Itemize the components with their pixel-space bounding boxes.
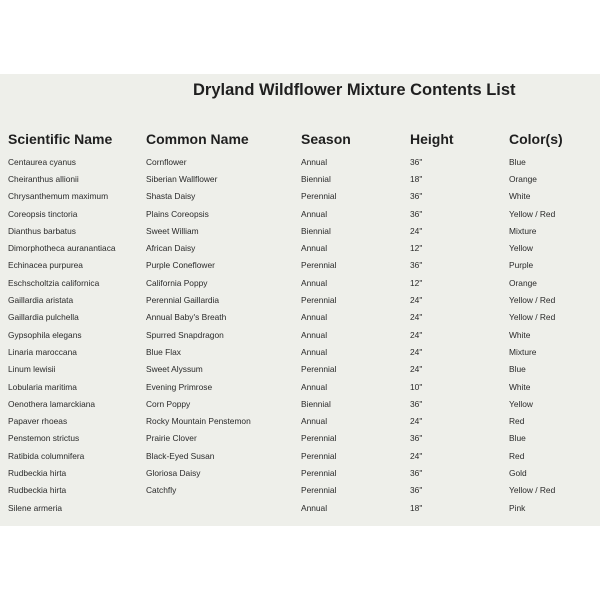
height-cell: 24" (410, 364, 423, 375)
season-cell: Perennial (301, 295, 337, 306)
header-height: Height (410, 131, 454, 147)
height-cell: 36" (410, 208, 423, 219)
scientific-name-cell: Oenothera lamarckiana (8, 398, 96, 409)
height-cell: 36" (410, 433, 423, 444)
colors-cell: Blue (509, 364, 526, 375)
season-cell: Perennial (301, 260, 337, 271)
height-cell: 18" (410, 502, 423, 513)
table-row (0, 378, 600, 395)
colors-cell: Yellow (509, 398, 533, 409)
scientific-name-cell: Linaria maroccana (8, 346, 77, 357)
table-row (0, 464, 600, 481)
height-cell: 24" (410, 416, 423, 427)
height-cell: 24" (410, 329, 423, 340)
season-cell: Annual (301, 312, 328, 323)
common-name-cell: Evening Primrose (146, 381, 213, 392)
height-cell: 10" (410, 381, 423, 392)
common-name-cell: Spurred Snapdragon (146, 329, 224, 340)
common-name-cell: Rocky Mountain Penstemon (146, 416, 251, 427)
season-cell: Annual (301, 156, 328, 167)
height-cell: 36" (410, 260, 423, 271)
colors-cell: Purple (509, 260, 534, 271)
colors-cell: White (509, 191, 531, 202)
common-name-cell: Cornflower (146, 156, 187, 167)
table-row (0, 257, 600, 274)
table-row (0, 430, 600, 447)
common-name-cell: Blue Flax (146, 346, 181, 357)
scientific-name-cell: Cheiranthus allionii (8, 173, 79, 184)
header-season: Season (301, 131, 351, 147)
table-row (0, 153, 600, 170)
height-cell: 36" (410, 191, 423, 202)
scientific-name-cell: Papaver rhoeas (8, 416, 68, 427)
season-cell: Annual (301, 381, 328, 392)
scientific-name-cell: Lobularia maritima (8, 381, 77, 392)
common-name-cell: Corn Poppy (146, 398, 191, 409)
scientific-name-cell: Linum lewisii (8, 364, 56, 375)
table-row (0, 205, 600, 222)
table-row (0, 239, 600, 256)
colors-cell: Yellow / Red (509, 485, 556, 496)
colors-cell: Blue (509, 433, 526, 444)
common-name-cell: Gloriosa Daisy (146, 467, 201, 478)
table-body (0, 153, 600, 516)
height-cell: 36" (410, 485, 423, 496)
table-row (0, 188, 600, 205)
scientific-name-cell: Dimorphotheca auranantiaca (8, 243, 116, 254)
season-cell: Annual (301, 416, 328, 427)
colors-cell: Blue (509, 156, 526, 167)
scientific-name-cell: Rudbeckia hirta (8, 467, 67, 478)
season-cell: Perennial (301, 433, 337, 444)
scientific-name-cell: Gaillardia aristata (8, 295, 74, 306)
common-name-cell: Catchfly (146, 485, 177, 496)
season-cell: Perennial (301, 485, 337, 496)
table-row (0, 274, 600, 291)
colors-cell: Red (509, 450, 525, 461)
season-cell: Annual (301, 329, 328, 340)
season-cell: Annual (301, 243, 328, 254)
common-name-cell: Annual Baby's Breath (146, 312, 227, 323)
scientific-name-cell: Dianthus barbatus (8, 225, 76, 236)
season-cell: Perennial (301, 467, 337, 478)
page-title: Dryland Wildflower Mixture Contents List (193, 81, 516, 99)
common-name-cell: Perennial Gaillardia (146, 295, 220, 306)
table-row (0, 222, 600, 239)
height-cell: 12" (410, 277, 423, 288)
colors-cell: Pink (509, 502, 526, 513)
common-name-cell (146, 499, 301, 516)
colors-cell: Orange (509, 277, 537, 288)
scientific-name-cell: Ratibida columnifera (8, 450, 85, 461)
common-name-cell: Shasta Daisy (146, 191, 196, 202)
season-cell: Biennial (301, 225, 331, 236)
height-cell: 12" (410, 243, 423, 254)
scientific-name-cell: Silene armeria (8, 502, 62, 513)
height-cell: 18" (410, 173, 423, 184)
colors-cell: Mixture (509, 346, 537, 357)
colors-cell: Red (509, 416, 525, 427)
season-cell: Annual (301, 277, 328, 288)
table-row (0, 170, 600, 187)
table-row (0, 482, 600, 499)
height-cell: 24" (410, 295, 423, 306)
colors-cell: Yellow / Red (509, 295, 556, 306)
common-name-cell: Black-Eyed Susan (146, 450, 215, 461)
table-row (0, 291, 600, 308)
height-cell: 36" (410, 398, 423, 409)
height-cell: 36" (410, 156, 423, 167)
colors-cell: Gold (509, 467, 527, 478)
colors-cell: Yellow / Red (509, 208, 556, 219)
common-name-cell: Sweet William (146, 225, 199, 236)
common-name-cell: Sweet Alyssum (146, 364, 203, 375)
common-name-cell: Plains Coreopsis (146, 208, 209, 219)
season-cell: Biennial (301, 398, 331, 409)
season-cell: Perennial (301, 450, 337, 461)
table-header-row (0, 125, 600, 153)
height-cell: 24" (410, 346, 423, 357)
table-row (0, 343, 600, 360)
season-cell: Annual (301, 208, 328, 219)
colors-cell: Mixture (509, 225, 537, 236)
header-common-name: Common Name (146, 131, 249, 147)
colors-cell: Yellow / Red (509, 312, 556, 323)
scientific-name-cell: Echinacea purpurea (8, 260, 83, 271)
scientific-name-cell: Coreopsis tinctoria (8, 208, 78, 219)
table-row (0, 361, 600, 378)
scientific-name-cell: Centaurea cyanus (8, 156, 76, 167)
scientific-name-cell: Eschscholtzia californica (8, 277, 100, 288)
season-cell: Annual (301, 346, 328, 357)
scientific-name-cell: Gaillardia pulchella (8, 312, 79, 323)
colors-cell: Yellow (509, 243, 533, 254)
common-name-cell: California Poppy (146, 277, 208, 288)
table-row (0, 309, 600, 326)
table-row (0, 395, 600, 412)
contents-table (0, 125, 600, 516)
height-cell: 24" (410, 450, 423, 461)
header-colors: Color(s) (509, 131, 563, 147)
scientific-name-cell: Gypsophila elegans (8, 329, 82, 340)
scientific-name-cell: Rudbeckia hirta (8, 485, 67, 496)
contents-panel (0, 74, 600, 526)
table-row (0, 412, 600, 429)
season-cell: Perennial (301, 191, 337, 202)
season-cell: Annual (301, 502, 328, 513)
common-name-cell: Siberian Wallflower (146, 173, 218, 184)
scientific-name-cell: Penstemon strictus (8, 433, 80, 444)
season-cell: Biennial (301, 173, 331, 184)
colors-cell: Orange (509, 173, 537, 184)
season-cell: Perennial (301, 364, 337, 375)
common-name-cell: African Daisy (146, 243, 196, 254)
height-cell: 36" (410, 467, 423, 478)
table-row (0, 326, 600, 343)
table-row (0, 447, 600, 464)
height-cell: 24" (410, 312, 423, 323)
common-name-cell: Purple Coneflower (146, 260, 215, 271)
header-scientific-name: Scientific Name (8, 131, 113, 147)
common-name-cell: Prairie Clover (146, 433, 197, 444)
height-cell: 24" (410, 225, 423, 236)
table-row (0, 499, 600, 516)
colors-cell: White (509, 329, 531, 340)
scientific-name-cell: Chrysanthemum maximum (8, 191, 109, 202)
colors-cell: White (509, 381, 531, 392)
